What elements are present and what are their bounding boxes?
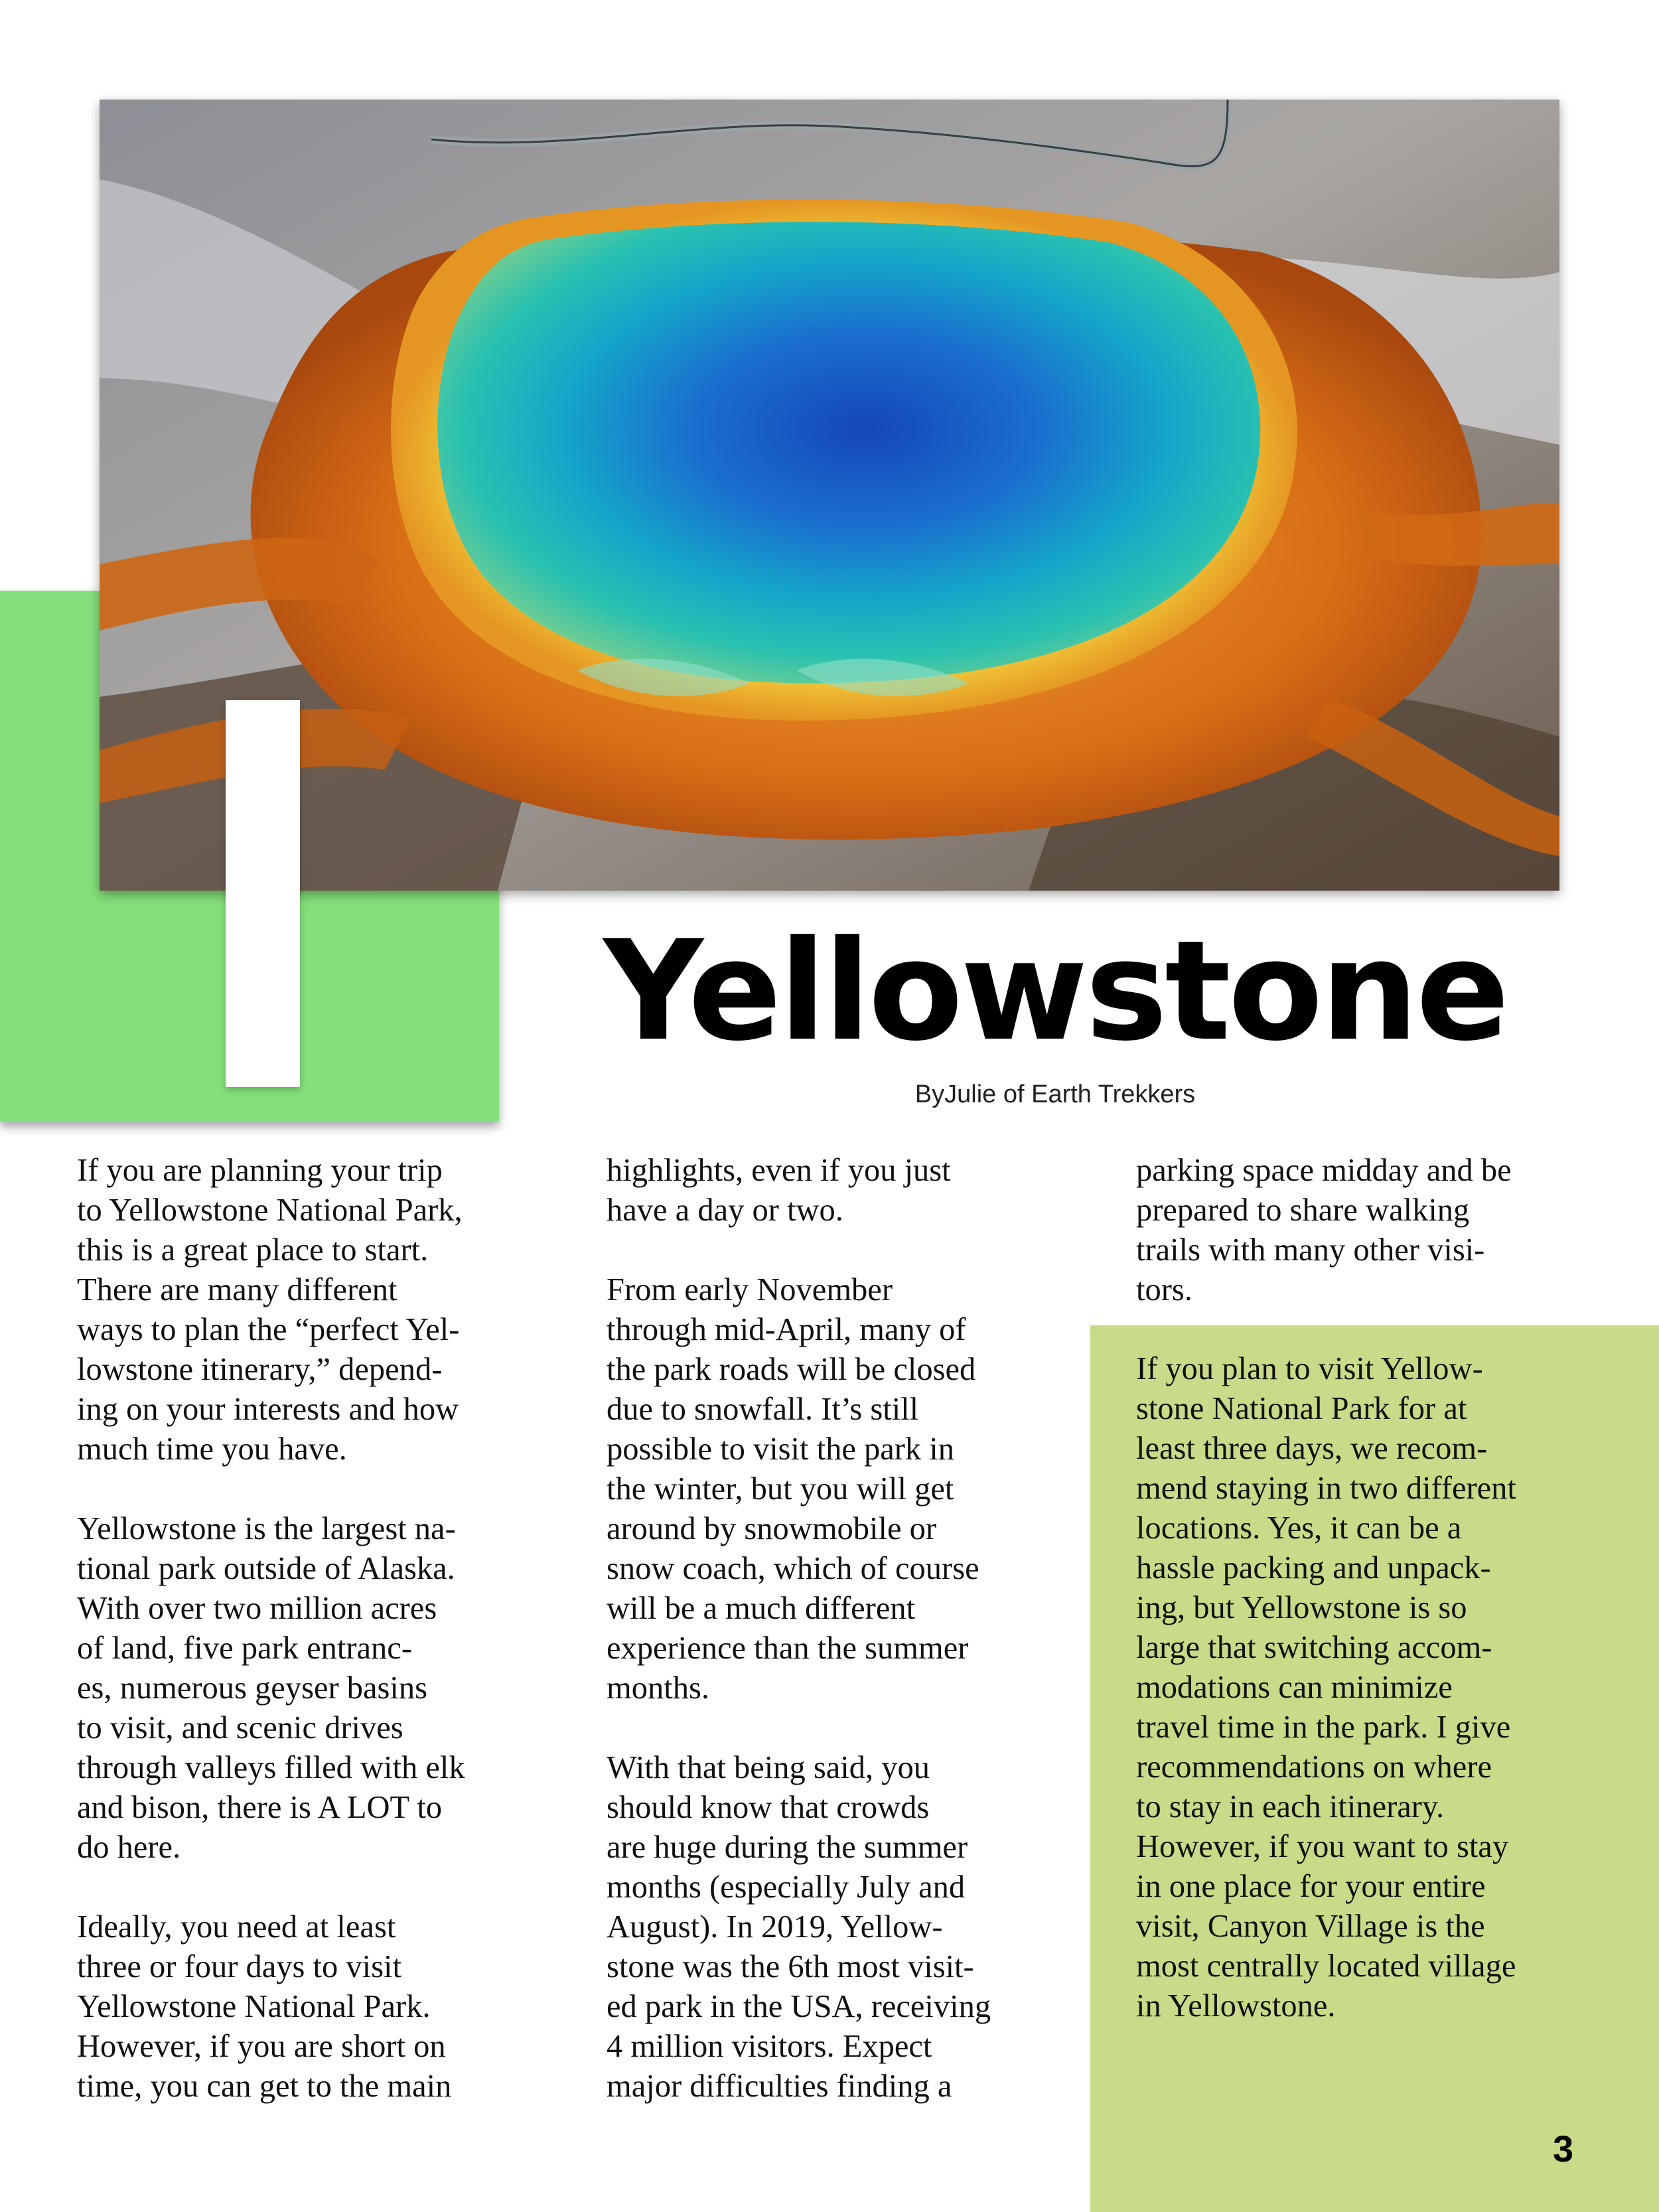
text-line: visit, Canyon Village is the — [1136, 1909, 1485, 1944]
text-line: months (especially July and — [607, 1870, 966, 1905]
text-line: From early November — [607, 1272, 893, 1307]
text-line: months. — [607, 1670, 709, 1706]
paragraph — [77, 1509, 465, 1868]
text-line: possible to visit the park in — [607, 1432, 955, 1467]
article-title: Yellowstone — [603, 911, 1507, 1072]
text-line: stone was the 6th most visit- — [607, 1949, 974, 1984]
text-line: major difficulties finding a — [607, 2069, 952, 2104]
text-line: tors. — [1136, 1272, 1192, 1307]
text-line: to stay in each itinerary. — [1136, 1789, 1445, 1824]
text-line: recommendations on where — [1136, 1749, 1492, 1785]
sidebar-text — [1136, 1349, 1516, 2026]
text-line: modations can minimize — [1136, 1670, 1453, 1705]
hero-photo — [100, 100, 1559, 891]
text-line: highlights, even if you just — [607, 1153, 951, 1188]
text-line: most centrally located village — [1136, 1949, 1516, 1984]
text-line: locations. Yes, it can be a — [1136, 1511, 1462, 1546]
text-line: With that being said, you — [607, 1750, 930, 1785]
text-line: There are many different — [77, 1272, 397, 1307]
paragraph — [1136, 1151, 1512, 1310]
text-line: around by snowmobile or — [607, 1511, 937, 1546]
text-line: through valleys filled with elk — [77, 1750, 465, 1785]
grand-prismatic-spring-aerial-photo — [100, 100, 1559, 891]
text-line: in one place for your entire — [1136, 1869, 1486, 1904]
paragraph — [77, 1907, 465, 2106]
text-line: of land, five park entranc- — [77, 1631, 412, 1666]
paragraph — [607, 1748, 991, 2106]
text-line: the park roads will be closed — [607, 1352, 976, 1387]
text-line: With over two million acres — [77, 1591, 437, 1626]
text-line: ed park in the USA, receiving — [607, 1989, 991, 2024]
text-line: If you plan to visit Yellow- — [1136, 1351, 1483, 1386]
text-line: August). In 2019, Yellow- — [607, 1909, 943, 1945]
text-line: to visit, and scenic drives — [77, 1710, 403, 1745]
text-line: do here. — [77, 1830, 181, 1865]
text-line: However, if you want to stay — [1136, 1829, 1509, 1864]
text-column-3 — [1136, 1151, 1512, 1310]
text-line: and bison, there is A LOT to — [77, 1790, 443, 1825]
page-number: 3 — [1553, 2128, 1574, 2170]
text-line: ways to plan the “perfect Yel- — [77, 1312, 460, 1347]
text-line: However, if you are short on — [77, 2029, 446, 2064]
text-line: es, numerous geyser basins — [77, 1670, 428, 1706]
text-line: travel time in the park. I give — [1136, 1710, 1511, 1745]
text-line: to Yellowstone National Park, — [77, 1193, 463, 1228]
text-line: least three days, we recom- — [1136, 1431, 1488, 1466]
text-line: If you are planning your trip — [77, 1153, 443, 1188]
text-line: this is a great place to start. — [77, 1232, 429, 1268]
text-line: Yellowstone is the largest na- — [77, 1511, 456, 1546]
text-line: are huge during the summer — [607, 1830, 968, 1865]
text-line: ing on your interests and how — [77, 1392, 459, 1427]
text-line: parking space midday and be — [1136, 1153, 1512, 1188]
text-line: in Yellowstone. — [1136, 1988, 1336, 2024]
white-accent-bar — [226, 700, 300, 1087]
text-line: much time you have. — [77, 1432, 347, 1467]
text-line: mend staying in two different — [1136, 1471, 1516, 1506]
text-line: ing, but Yellowstone is so — [1136, 1590, 1467, 1625]
text-line: Ideally, you need at least — [77, 1909, 396, 1945]
paragraph — [607, 1270, 991, 1708]
paragraph — [607, 1151, 991, 1230]
text-line: hassle packing and unpack- — [1136, 1550, 1491, 1585]
text-line: three or four days to visit — [77, 1949, 401, 1984]
text-line: prepared to share walking — [1136, 1193, 1470, 1228]
paragraph — [77, 1151, 465, 1469]
text-line: tional park outside of Alaska. — [77, 1551, 455, 1586]
text-line: due to snowfall. It’s still — [607, 1392, 919, 1427]
text-line: through mid-April, many of — [607, 1312, 966, 1347]
text-line: snow coach, which of course — [607, 1551, 979, 1586]
text-line: trails with many other visi- — [1136, 1232, 1485, 1268]
text-line: stone National Park for at — [1136, 1391, 1467, 1426]
paragraph — [1136, 1349, 1516, 2026]
text-line: should know that crowds — [607, 1790, 930, 1825]
text-line: the winter, but you will get — [607, 1471, 954, 1507]
text-line: time, you can get to the main — [77, 2069, 452, 2104]
text-column-2 — [607, 1151, 991, 2106]
text-line: have a day or two. — [607, 1193, 843, 1228]
text-line: Yellowstone National Park. — [77, 1989, 431, 2024]
text-column-1 — [77, 1151, 465, 2106]
text-line: lowstone itinerary,” depend- — [77, 1352, 443, 1387]
text-line: experience than the summer — [607, 1631, 969, 1666]
text-line: 4 million visitors. Expect — [607, 2029, 932, 2064]
text-line: will be a much different — [607, 1591, 916, 1626]
text-line: large that switching accom- — [1136, 1630, 1492, 1665]
article-byline: ByJulie of Earth Trekkers — [914, 1080, 1196, 1108]
